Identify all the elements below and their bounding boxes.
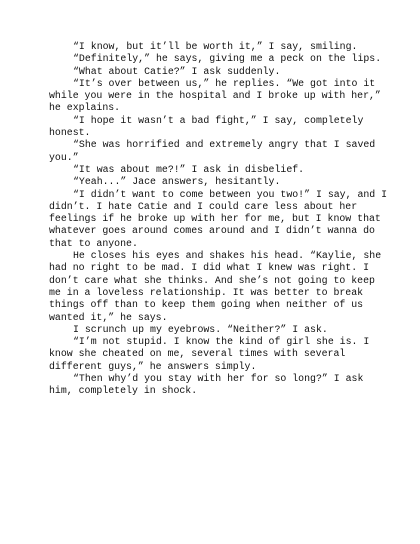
paragraph: “Then why’d you stay with her for so long?” I ask him, completely in shock. <box>49 373 364 397</box>
paragraph: “It’s over between us,” he replies. “We got into it while you were in the hospital and I broke up with her,” he explains. <box>49 77 381 114</box>
paragraph: He closes his eyes and shakes his head. “Kaylie, she had no right to be mad. I did what I knew was right. I don’t care what she thinks. And she’s not going to keep me in a loveless relationship. It was better to break things off than to keep them going when neither of us wanted it,” he says. <box>49 250 382 323</box>
paragraph: “I’m not stupid. I know the kind of girl she is. I know she cheated on me, several times with several different guys,” he answers simply. <box>49 336 370 372</box>
paragraph: “Definitely,” he says, giving me a peck on the lips. <box>73 53 382 65</box>
paragraph: “I know, but it’ll be worth it,” I say, smiling. <box>73 41 358 52</box>
paragraph: “What about Catie?” I ask suddenly. <box>73 65 281 77</box>
paragraph: “I didn’t want to come between you two!” I say, and I didn’t. I hate Catie and I could care less about her feelings if he broke up with her for me, but I know that whatever goes around comes around and I didn’t wanna do that to anyone. <box>49 188 388 249</box>
paragraph: “It was about me?!” I ask in disbelief. <box>73 163 305 175</box>
body-text <box>49 41 389 398</box>
paragraph: “Yeah...” Jace answers, hesitantly. <box>73 176 281 188</box>
paragraph: I scrunch up my eyebrows. “Neither?” I ask. <box>73 323 328 335</box>
paragraph: “I hope it wasn’t a bad fight,” I say, completely honest. <box>49 114 364 139</box>
paragraph: “She was horrified and extremely angry that I saved you.” <box>49 139 376 163</box>
